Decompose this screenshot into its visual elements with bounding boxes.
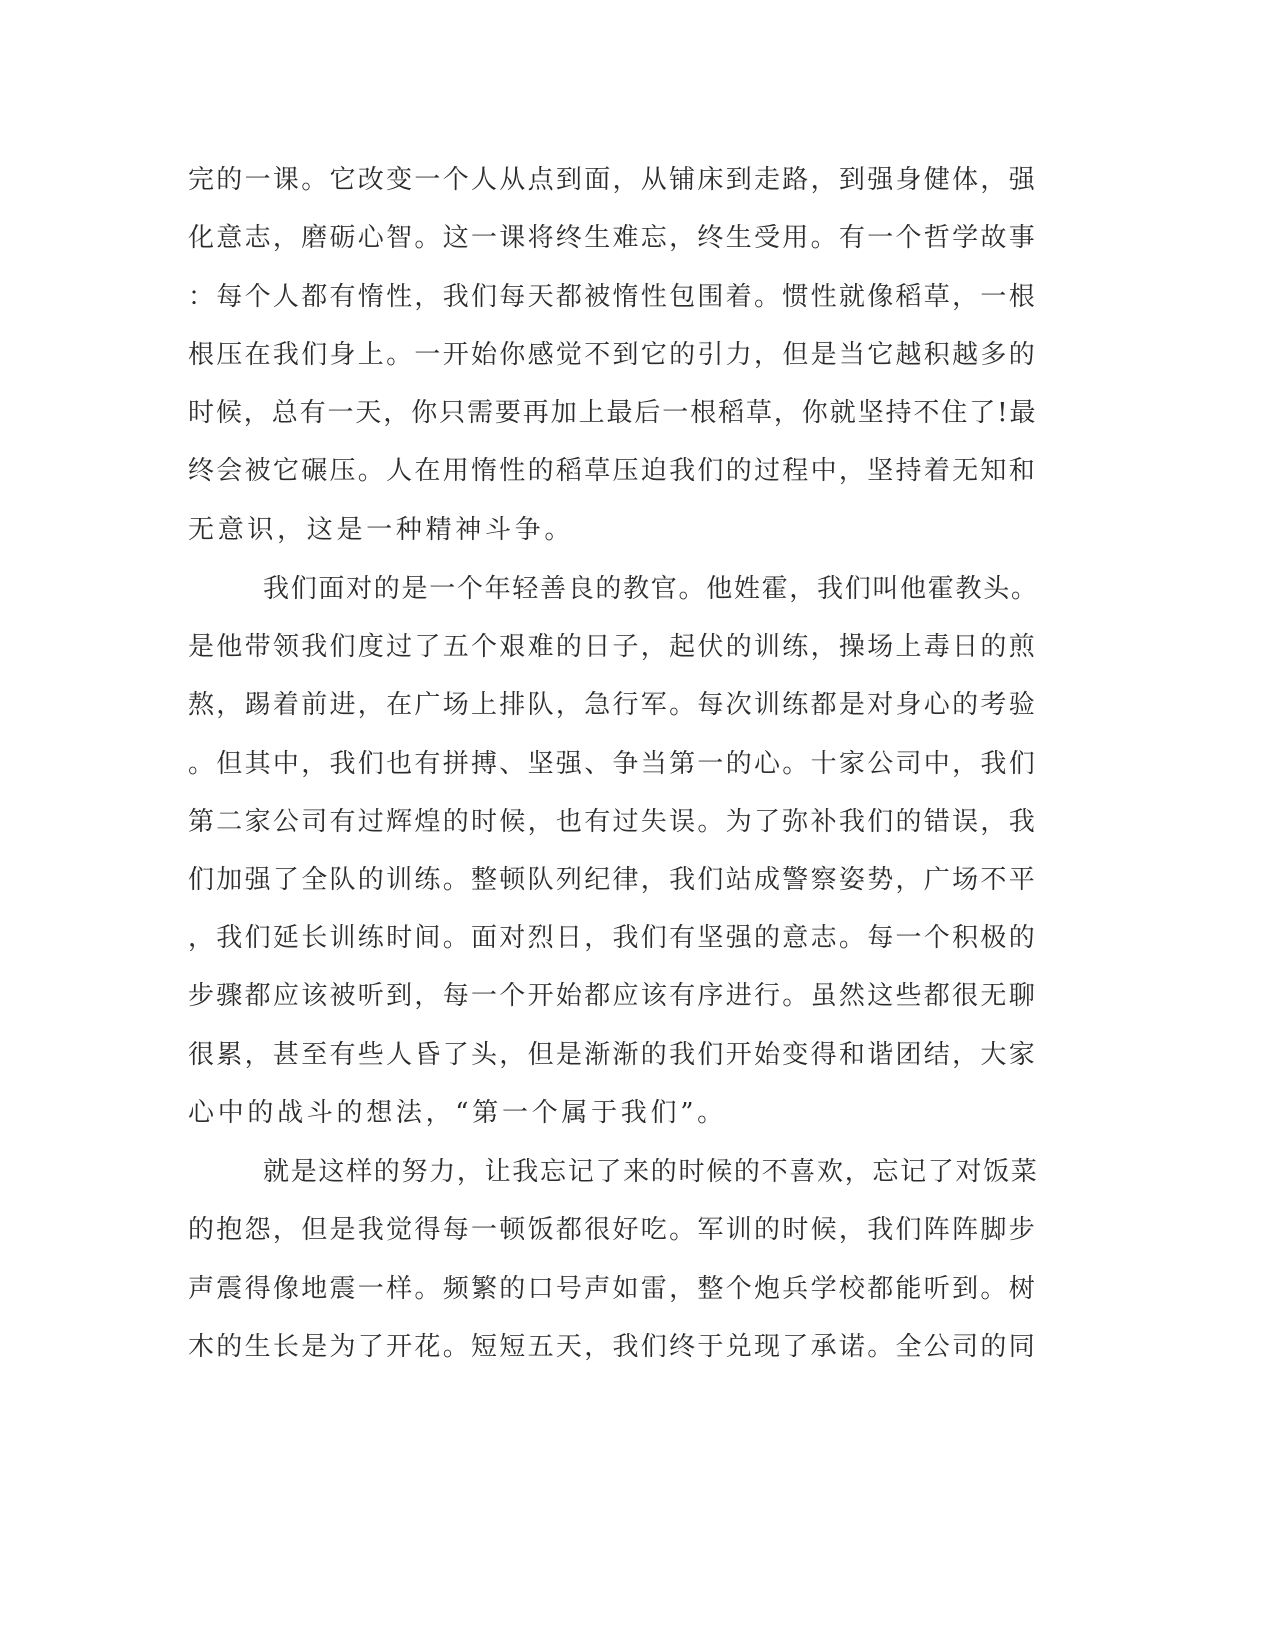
text-line: 是他带领我们度过了五个艰难的日子，起伏的训练，操场上毒日的煎 xyxy=(188,632,1038,662)
text-line: 根压在我们身上。一开始你感觉不到它的引力，但是当它越积越多的 xyxy=(188,340,1038,370)
text-line: 心中的战斗的想法，“第一个属于我们”。 xyxy=(188,1098,727,1128)
text-line: 熬，踢着前进，在广场上排队，急行军。每次训练都是对身心的考验 xyxy=(188,690,1038,720)
text-line: 木的生长是为了开花。短短五天，我们终于兑现了承诺。全公司的同 xyxy=(188,1332,1038,1362)
paragraph-start-line: 我们面对的是一个年轻善良的教官。他姓霍，我们叫他霍教头。 xyxy=(263,574,1039,604)
text-line: 的抱怨，但是我觉得每一顿饭都很好吃。军训的时候，我们阵阵脚步 xyxy=(188,1215,1038,1245)
paragraph-start-line: 就是这样的努力，让我忘记了来的时候的不喜欢，忘记了对饭菜 xyxy=(263,1157,1039,1187)
text-line: 第二家公司有过辉煌的时候，也有过失误。为了弥补我们的错误，我 xyxy=(188,807,1038,837)
text-line: 无意识，这是一种精神斗争。 xyxy=(188,515,575,545)
text-line: 化意志，磨砺心智。这一课将终生难忘，终生受用。有一个哲学故事 xyxy=(188,223,1038,253)
text-line: 时候，总有一天，你只需要再加上最后一根稻草，你就坚持不住了!最 xyxy=(188,398,1038,428)
text-line: 终会被它碾压。人在用惰性的稻草压迫我们的过程中，坚持着无知和 xyxy=(188,456,1038,486)
text-line: ：每个人都有惰性，我们每天都被惰性包围着。惯性就像稻草，一根 xyxy=(188,282,1038,312)
text-line: 步骤都应该被听到，每一个开始都应该有序进行。虽然这些都很无聊 xyxy=(188,981,1038,1011)
text-line: 很累，甚至有些人昏了头，但是渐渐的我们开始变得和谐团结，大家 xyxy=(188,1040,1038,1070)
text-line: 声震得像地震一样。频繁的口号声如雷，整个炮兵学校都能听到。树 xyxy=(188,1274,1038,1304)
text-line: 们加强了全队的训练。整顿队列纪律，我们站成警察姿势，广场不平 xyxy=(188,865,1038,895)
text-line: 完的一课。它改变一个人从点到面，从铺床到走路，到强身健体，强 xyxy=(188,165,1038,195)
text-line: ，我们延长训练时间。面对烈日，我们有坚强的意志。每一个积极的 xyxy=(188,923,1038,953)
text-line: 。但其中，我们也有拼搏、坚强、争当第一的心。十家公司中，我们 xyxy=(188,749,1038,779)
